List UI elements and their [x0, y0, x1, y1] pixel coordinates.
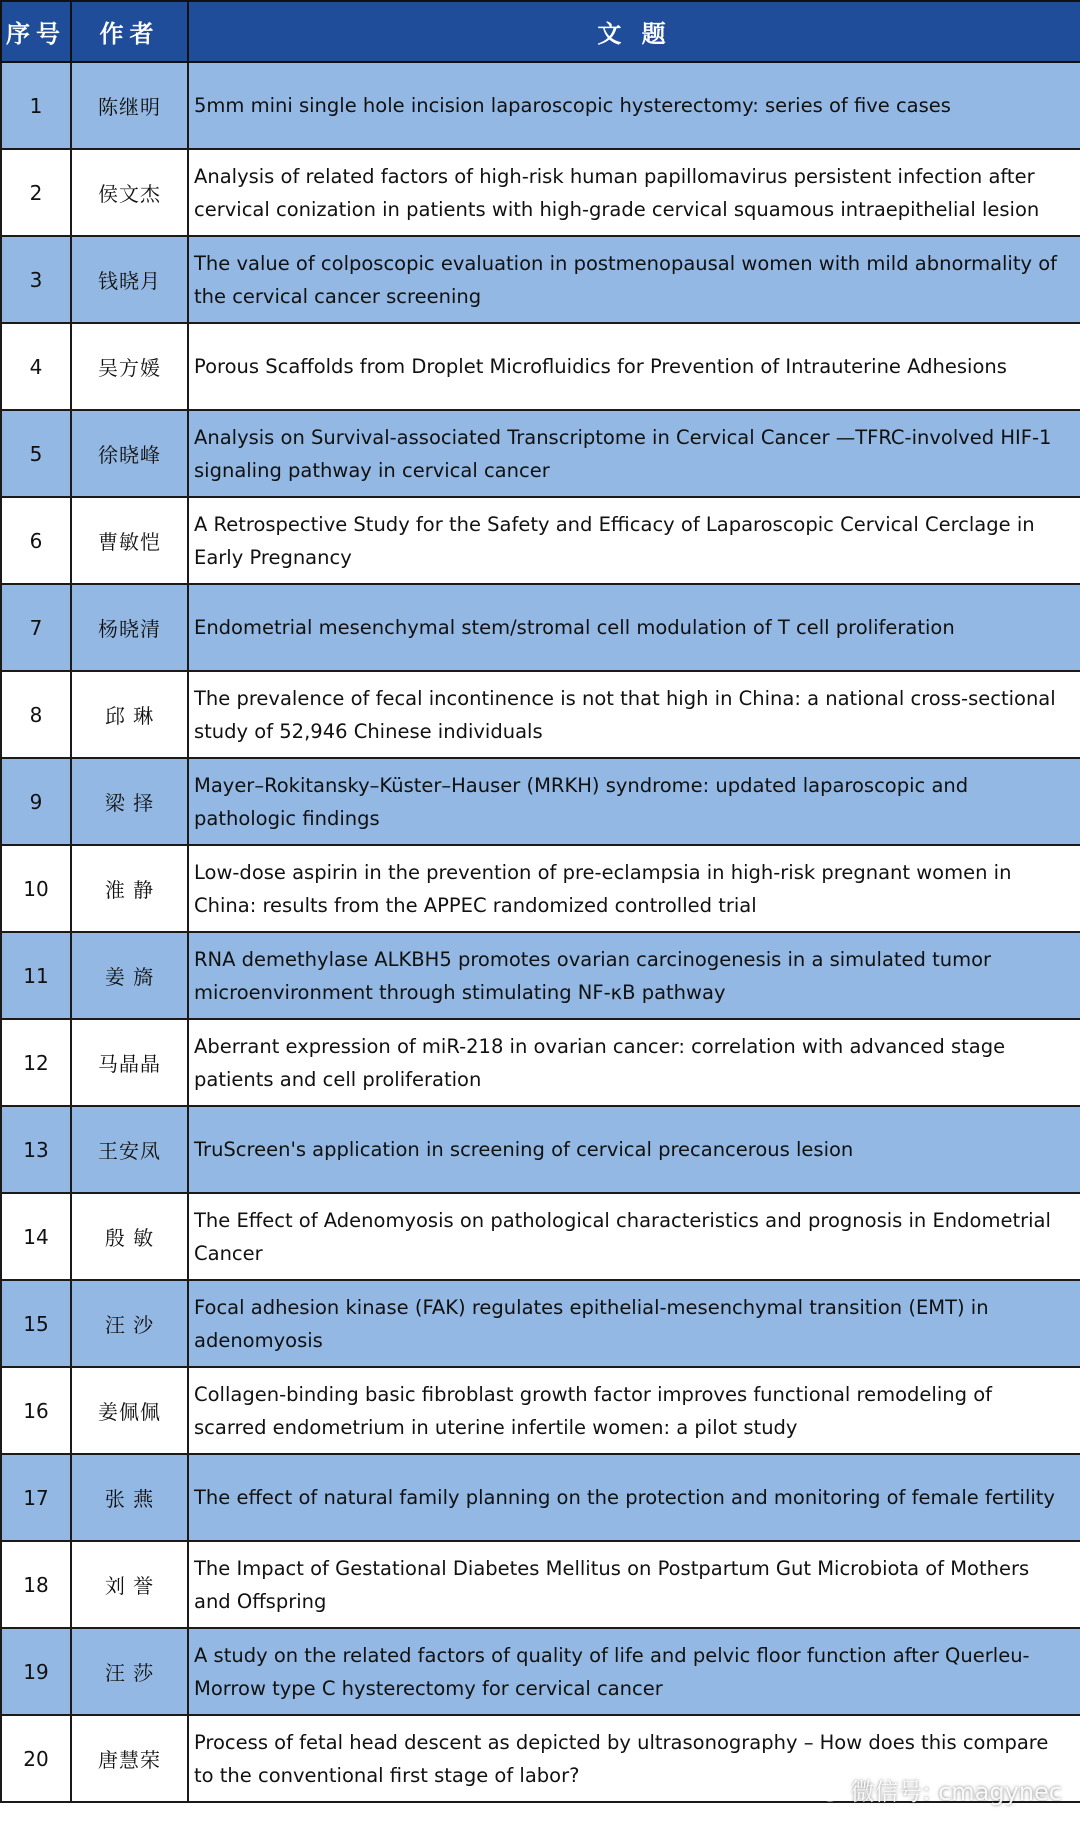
row-number: 2	[1, 149, 71, 236]
row-author: 马晶晶	[71, 1019, 188, 1106]
row-title: A Retrospective Study for the Safety and Efficacy of Laparoscopic Cervical Cerclage in Early Pregnancy	[188, 497, 1080, 584]
table-row	[1, 932, 1080, 1019]
row-title: Aberrant expression of miR-218 in ovarian cancer: correlation with advanced stage patients and cell proliferation	[188, 1019, 1080, 1106]
row-author: 吴方媛	[71, 323, 188, 410]
row-title: The value of colposcopic evaluation in postmenopausal women with mild abnormality of the cervical cancer screening	[188, 236, 1080, 323]
table-row	[1, 845, 1080, 932]
row-number: 19	[1, 1628, 71, 1715]
row-title: The Impact of Gestational Diabetes Mellitus on Postpartum Gut Microbiota of Mothers and Offspring	[188, 1541, 1080, 1628]
table-row	[1, 1193, 1080, 1280]
row-author: 殷 敏	[71, 1193, 188, 1280]
table-row	[1, 1541, 1080, 1628]
table-row	[1, 149, 1080, 236]
row-author: 陈继明	[71, 62, 188, 149]
header-row	[1, 1, 1080, 62]
row-title: Collagen-binding basic fibroblast growth factor improves functional remodeling of scarred endometrium in uterine infertile women: a pilot study	[188, 1367, 1080, 1454]
table-row	[1, 62, 1080, 149]
row-author: 刘 誉	[71, 1541, 188, 1628]
row-number: 17	[1, 1454, 71, 1541]
header-title: 文 题	[188, 1, 1080, 62]
table-row	[1, 671, 1080, 758]
row-author: 淮 静	[71, 845, 188, 932]
row-number: 4	[1, 323, 71, 410]
row-author: 曹敏恺	[71, 497, 188, 584]
table-row	[1, 1454, 1080, 1541]
row-author: 汪 莎	[71, 1628, 188, 1715]
row-author: 钱晓月	[71, 236, 188, 323]
table-row	[1, 1019, 1080, 1106]
row-title: A study on the related factors of quality of life and pelvic floor function after Querleu-Morrow type C hysterectomy for cervical cancer	[188, 1628, 1080, 1715]
table-row	[1, 584, 1080, 671]
header-author: 作者	[71, 1, 188, 62]
row-number: 15	[1, 1280, 71, 1367]
row-title: Mayer–Rokitansky–Küster–Hauser (MRKH) syndrome: updated laparoscopic and pathologic findings	[188, 758, 1080, 845]
row-title: 5mm mini single hole incision laparoscopic hysterectomy: series of five cases	[188, 62, 1080, 149]
row-title: TruScreen's application in screening of cervical precancerous lesion	[188, 1106, 1080, 1193]
row-number: 11	[1, 932, 71, 1019]
row-title: Analysis on Survival-associated Transcriptome in Cervical Cancer —TFRC-involved HIF-1 signaling pathway in cervical cancer	[188, 410, 1080, 497]
table-body	[1, 62, 1080, 1802]
row-author: 姜佩佩	[71, 1367, 188, 1454]
row-title: The effect of natural family planning on the protection and monitoring of female fertility	[188, 1454, 1080, 1541]
row-number: 14	[1, 1193, 71, 1280]
table-row	[1, 1628, 1080, 1715]
row-number: 3	[1, 236, 71, 323]
row-author: 徐晓峰	[71, 410, 188, 497]
table-row	[1, 1367, 1080, 1454]
table-header	[1, 1, 1080, 62]
row-title: Low-dose aspirin in the prevention of pre-eclampsia in high-risk pregnant women in China: results from the APPEC randomized controlled trial	[188, 845, 1080, 932]
table-row	[1, 236, 1080, 323]
row-number: 16	[1, 1367, 71, 1454]
row-author: 姜 旖	[71, 932, 188, 1019]
table-row	[1, 1106, 1080, 1193]
row-title: The prevalence of fecal incontinence is not that high in China: a national cross-sectional study of 52,946 Chinese individuals	[188, 671, 1080, 758]
row-number: 6	[1, 497, 71, 584]
row-title: Endometrial mesenchymal stem/stromal cell modulation of T cell proliferation	[188, 584, 1080, 671]
table-row	[1, 758, 1080, 845]
row-number: 13	[1, 1106, 71, 1193]
row-title: Porous Scaffolds from Droplet Microfluidics for Prevention of Intrauterine Adhesions	[188, 323, 1080, 410]
row-number: 5	[1, 410, 71, 497]
header-number: 序号	[1, 1, 71, 62]
row-title: Process of fetal head descent as depicted by ultrasonography – How does this compare to the conventional first stage of labor?	[188, 1715, 1080, 1802]
row-title: Focal adhesion kinase (FAK) regulates epithelial-mesenchymal transition (EMT) in adenomyosis	[188, 1280, 1080, 1367]
row-author: 杨晓清	[71, 584, 188, 671]
watermark-text: 微信号: cmagynec	[850, 1778, 1062, 1806]
row-author: 邱 琳	[71, 671, 188, 758]
row-author: 侯文杰	[71, 149, 188, 236]
table-row	[1, 323, 1080, 410]
row-number: 20	[1, 1715, 71, 1802]
row-author: 王安凤	[71, 1106, 188, 1193]
table-row	[1, 497, 1080, 584]
row-number: 8	[1, 671, 71, 758]
row-number: 12	[1, 1019, 71, 1106]
row-number: 7	[1, 584, 71, 671]
row-number: 1	[1, 62, 71, 149]
row-number: 9	[1, 758, 71, 845]
row-title: RNA demethylase ALKBH5 promotes ovarian carcinogenesis in a simulated tumor microenvironment through stimulating NF-κB pathway	[188, 932, 1080, 1019]
row-author: 汪 沙	[71, 1280, 188, 1367]
row-number: 10	[1, 845, 71, 932]
row-author: 唐慧荣	[71, 1715, 188, 1802]
row-title: The Effect of Adenomyosis on pathological characteristics and prognosis in Endometrial Cancer	[188, 1193, 1080, 1280]
row-number: 18	[1, 1541, 71, 1628]
table-row	[1, 410, 1080, 497]
row-author: 张 燕	[71, 1454, 188, 1541]
table-row	[1, 1715, 1080, 1802]
row-author: 梁 择	[71, 758, 188, 845]
table-row	[1, 1280, 1080, 1367]
row-title: Analysis of related factors of high-risk human papillomavirus persistent infection after cervical conization in patients with high-grade cervical squamous intraepithelial lesion	[188, 149, 1080, 236]
